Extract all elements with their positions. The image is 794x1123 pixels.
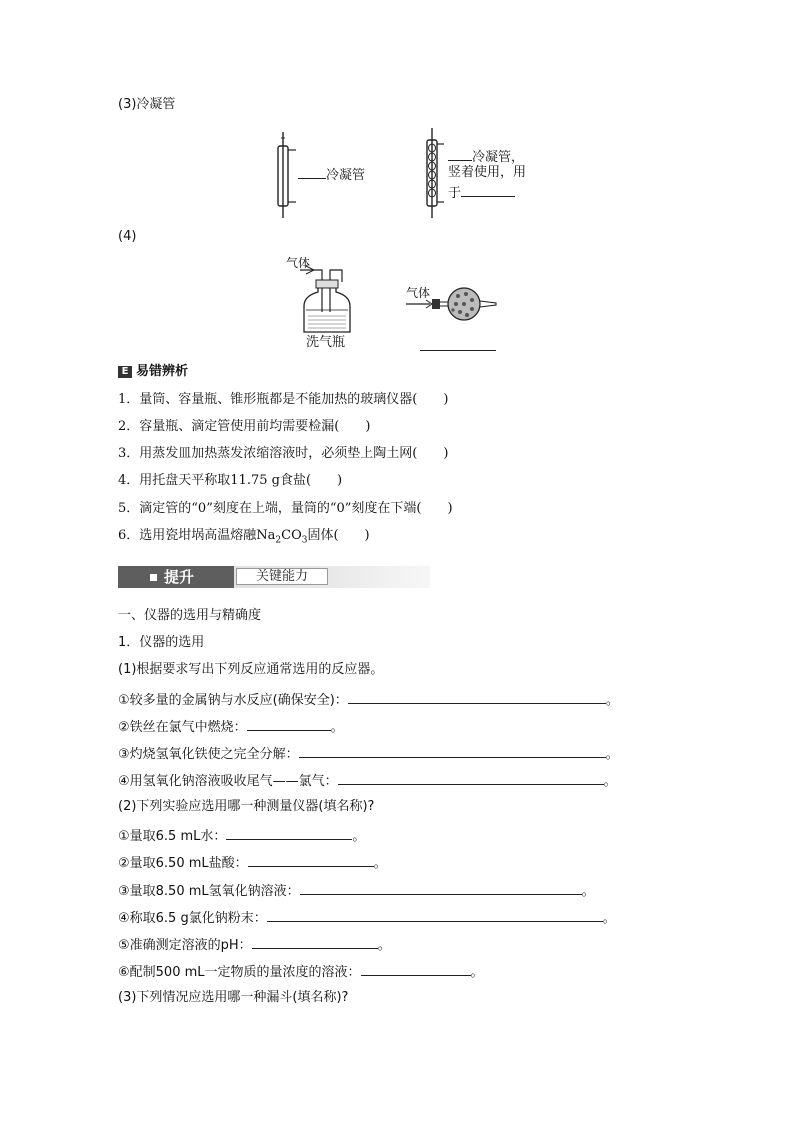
q2-item-1: ①量取6.5 mL水： 。 [118, 825, 365, 846]
ball-condenser-label-line3: 于 [448, 182, 515, 203]
gas-washing-bottle-diagram [296, 262, 358, 336]
section3-heading: (3)冷凝管 [118, 97, 176, 112]
answer-blank[interactable] [226, 825, 352, 840]
error-item-1: 1．量筒、容量瓶、锥形瓶都是不能加热的玻璃仪器( ) [118, 392, 449, 407]
part1-subheading: 1．仪器的选用 [118, 635, 205, 650]
square-icon [150, 574, 157, 581]
q1-item-1: ①较多量的金属钠与水反应(确保安全)： 。 [118, 689, 619, 710]
answer-blank[interactable] [361, 961, 471, 976]
q1-item-2: ②铁丝在氯气中燃烧： 。 [118, 716, 344, 737]
tube-answer-blank[interactable] [420, 336, 496, 351]
tube-gas-label: 气体 [406, 286, 431, 300]
answer-blank[interactable] [461, 182, 515, 197]
q2-item-6: ⑥配制500 mL一定物质的量浓度的溶液： 。 [118, 961, 484, 982]
question-2: (2)下列实验应选用哪一种测量仪器(填名称)? [118, 799, 375, 814]
error-tag-icon: E [118, 366, 132, 378]
ball-condenser-label-line1: 冷凝管， [448, 146, 524, 167]
ball-condenser-diagram [418, 126, 448, 220]
drying-tube-diagram [404, 282, 500, 326]
answer-blank[interactable] [248, 852, 374, 867]
q2-item-2: ②量取6.50 mL盐酸： 。 [118, 852, 387, 873]
straight-condenser-label: 冷凝管 [298, 164, 365, 185]
q2-item-4: ④称取6.5 g氯化钠粉末： 。 [118, 907, 616, 928]
bottle-caption: 洗气瓶 [306, 335, 346, 350]
section4-heading: (4) [118, 229, 137, 244]
errors-title: 易错辨析 [136, 364, 189, 379]
question-1: (1)根据要求写出下列反应通常选用的反应器。 [118, 662, 384, 677]
answer-blank[interactable] [267, 907, 603, 922]
part1-heading: 一、仪器的选用与精确度 [118, 608, 262, 623]
error-item-3: 3．用蒸发皿加热蒸发浓缩溶液时，必须垫上陶土网( ) [118, 446, 449, 461]
answer-blank[interactable] [299, 743, 606, 758]
answer-blank[interactable] [247, 716, 331, 731]
error-item-6: 6．选用瓷坩埚高温熔融$Na_2CO_3$固体( ) [118, 528, 370, 546]
q1-item-4: ④用氢氧化钠溶液吸收尾气——氯气： 。 [118, 770, 617, 791]
q1-item-3: ③灼烧氢氧化铁使之完全分解： 。 [118, 743, 619, 764]
error-item-4: 4．用托盘天平称取11.75 g食盐( ) [118, 473, 343, 488]
q2-item-5: ⑤准确测定溶液的pH： 。 [118, 934, 391, 955]
straight-condenser-diagram [266, 130, 300, 220]
answer-blank[interactable] [298, 164, 326, 179]
q2-item-3: ③量取8.50 mL氢氧化钠溶液： 。 [118, 880, 595, 901]
answer-blank[interactable] [448, 146, 472, 161]
banner-label: 关键能力 [236, 568, 328, 585]
error-item-5: 5．滴定管的“0”刻度在上端，量筒的“0”刻度在下端( ) [118, 501, 453, 516]
answer-blank[interactable] [252, 934, 378, 949]
bottle-gas-label: 气体 [286, 256, 311, 270]
answer-blank[interactable] [338, 770, 604, 785]
answer-blank[interactable] [348, 689, 606, 704]
ball-condenser-label-line2: 竖着使用，用 [448, 165, 527, 180]
banner-title: 提升 [164, 568, 195, 586]
question-3: (3)下列情况应选用哪一种漏斗(填名称)? [118, 990, 349, 1005]
answer-blank[interactable] [300, 880, 582, 895]
error-item-2: 2．容量瓶、滴定管使用前均需要检漏( ) [118, 419, 371, 434]
